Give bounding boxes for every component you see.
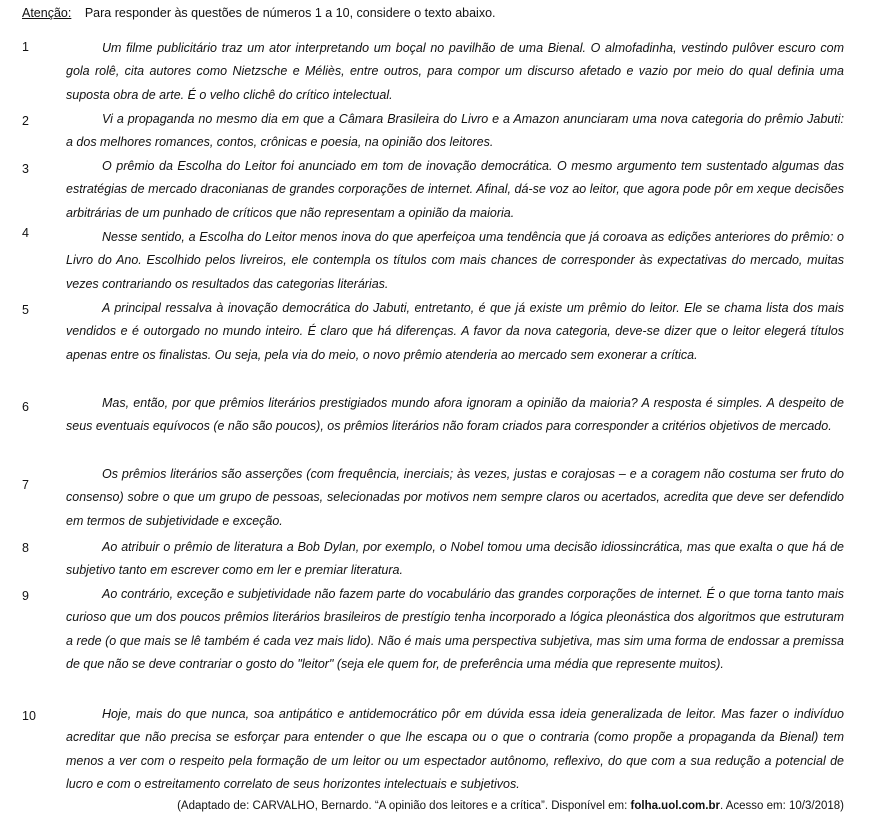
paragraph-text: Ao contrário, exceção e subjetividade não fazem parte do vocabulário das grandes corporações de internet. É o que torna tanto mais curioso que um dos poucos prêmios literários brasileiros de prestígio tenha incorporado a lógica pleonástica dos algoritmos que estruturam a rede (o que mais se lê também é cada vez mais lido). Não é mais uma perspectiva subjetiva, mas sim uma forma de endossar a premissa de que não se deve contrariar o gosto do "leitor" (seja ele quem for, de preferência uma média que represente muitos). bbox=[66, 587, 844, 672]
paragraph-text: Mas, então, por que prêmios literários prestigiados mundo afora ignoram a opinião da maioria? A resposta é simples. A despeito de seus eventuais equívocos (e não são poucos), os prêmios literários não foram criados para corresponder a critérios objetivos de mercado. bbox=[66, 396, 844, 434]
paragraph-number: 7 bbox=[22, 478, 29, 492]
instruction-text: Para responder às questões de números 1 a 10, considere o texto abaixo. bbox=[84, 6, 496, 20]
source-site: folha.uol.com.br bbox=[630, 800, 720, 812]
paragraph-text: Hoje, mais do que nunca, soa antipático e antidemocrático pôr em dúvida essa ideia generalizada de leitor. Mas fazer o indivíduo acreditar que não precisa se esforçar para entender o que lhe escapa ou o que o contraria (como propõe a propaganda da Bienal) tem menos a ver com o respeito pela formação de um leitor ou um espectador autônomo, reflexivo, do que com a sua redução a potencial de lucro e com o estreitamento correlato de seus horizontes intelectuais e subjetivos. bbox=[66, 707, 844, 792]
attention-label: Atenção: bbox=[22, 6, 72, 20]
instruction-header bbox=[22, 6, 496, 20]
paragraph-number: 9 bbox=[22, 589, 29, 603]
paragraph-number: 2 bbox=[22, 114, 29, 128]
paragraph-number: 4 bbox=[22, 226, 29, 240]
paragraph-number: 5 bbox=[22, 303, 29, 317]
source-suffix: . Acesso em: 10/3/2018) bbox=[719, 800, 844, 812]
paragraph-text: Os prêmios literários são asserções (com frequência, inerciais; às vezes, justas e corajosas – e a coragem não costuma ser fruto do consenso) sobre o que um grupo de pessoas, selecionadas por motivos nem sempre claros ou acertados, acredita que deve ser defendido em termos de subjetividade e exceção. bbox=[66, 467, 844, 528]
source-prefix: (Adaptado de: CARVALHO, Bernardo. “A opinião dos leitores e a crítica”. Disponível em: bbox=[177, 800, 628, 812]
paragraph-text: A principal ressalva à inovação democrática do Jabuti, entretanto, é que já existe um prêmio do leitor. Ele se chama lista dos mais vendidos e é outorgado no mundo inteiro. É claro que há diferenças. A favor da nova categoria, deve-se dizer que o leitor elegerá títulos apenas entre os finalistas. Ou seja, pela via do meio, o novo prêmio atenderia ao mercado sem exonerar a crítica. bbox=[66, 301, 844, 362]
paragraph-text: Nesse sentido, a Escolha do Leitor menos inova do que aperfeiçoa uma tendência que já coroava as edições anteriores do prêmio: o Livro do Ano. Escolhido pelos livreiros, ele contempla os títulos com mais chances de corresponder às expectativas do mercado, muitas vezes contrariando os resultados das categorias literárias. bbox=[66, 230, 844, 291]
paragraph-number: 3 bbox=[22, 162, 29, 176]
paragraph-text: O prêmio da Escolha do Leitor foi anunciado em tom de inovação democrática. O mesmo argumento tem sustentado algumas das estratégias de mercado draconianas de grandes corporações de internet. Afinal, dá-se voz ao leitor, que agora pode pôr em xeque decisões arbitrárias de um punhado de críticos que não representam a opinião da maioria. bbox=[66, 159, 844, 220]
paragraph-text: Um filme publicitário traz um ator interpretando um boçal no pavilhão de uma Bienal. O almofadinha, vestindo pulôver escuro com gola rolê, cita autores como Nietzsche e Méliès, entre outros, para compor um discurso afetado e vazio por meio do qual definia uma suposta obra de arte. É o velho clichê do crítico intelectual. bbox=[66, 41, 844, 102]
source-citation bbox=[177, 800, 844, 812]
paragraph-number: 10 bbox=[22, 709, 36, 723]
paragraph-number: 8 bbox=[22, 541, 29, 555]
paragraph-number: 1 bbox=[22, 40, 29, 54]
paragraph-text: Ao atribuir o prêmio de literatura a Bob Dylan, por exemplo, o Nobel tomou uma decisão idiossincrática, mas que exalta o que há de subjetivo tanto em escrever como em ler e premiar literatura. bbox=[66, 540, 844, 578]
paragraph-text: Vi a propaganda no mesmo dia em que a Câmara Brasileira do Livro e a Amazon anunciaram uma nova categoria do prêmio Jabuti: a dos melhores romances, contos, crônicas e poesia, na opinião dos leitores. bbox=[66, 112, 844, 150]
paragraph-number: 6 bbox=[22, 400, 29, 414]
